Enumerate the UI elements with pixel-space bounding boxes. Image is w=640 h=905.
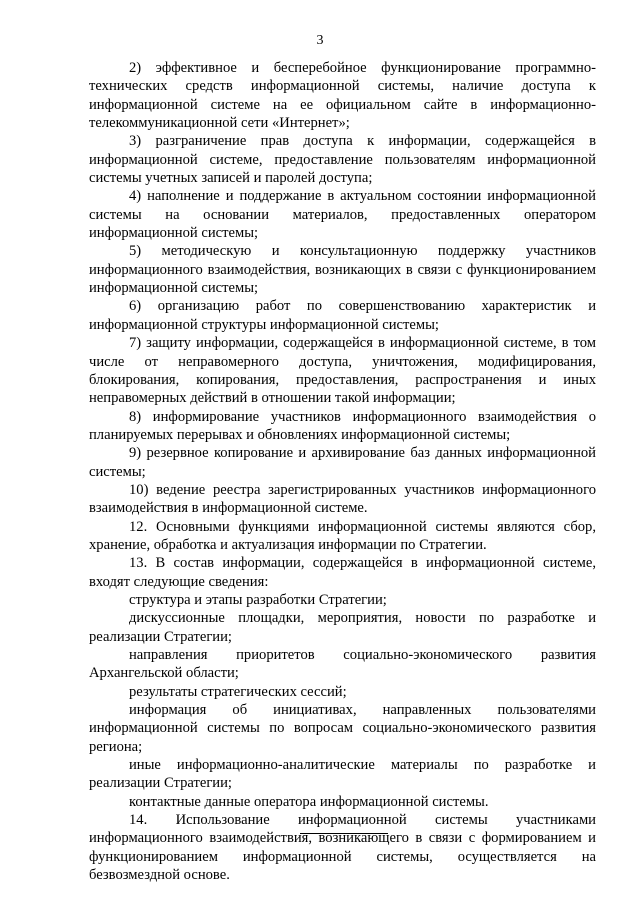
paragraph-item-6: 6) организацию работ по совершенствованию характеристик и информационной структуры информационной системы; [89,298,596,333]
paragraph-clause-13: 13. В состав информации, содержащейся в информационной системе, входят следующие сведения: [89,555,596,590]
paragraph-list-item: направления приоритетов социально-экономического развития Архангельской области; [89,647,596,682]
paragraph-list-item: информация об инициативах, направленных пользователями информационной системы по вопросам социально-экономического развития региона; [89,702,596,755]
page-number: 3 [316,33,324,48]
paragraph-list-item: структура и этапы разработки Стратегии; [129,591,387,608]
paragraph-clause-14: 14. Использование информационной системы участниками информационного взаимодействия, возникающего в связи с формированием и функционированием информационной системы, осуществляется на безвозмездной основе. [89,812,596,884]
paragraph-list-item: результаты стратегических сессий; [129,683,347,700]
paragraph-list-item: дискуссионные площадки, мероприятия, новости по разработке и реализации Стратегии; [89,610,596,645]
paragraph-clause-12: 12. Основными функциями информационной системы являются сбор, хранение, обработка и актуализация информации по Стратегии. [89,518,596,553]
paragraph-item-9: 9) резервное копирование и архивирование баз данных информационной системы; [89,445,596,480]
end-separator-line [300,833,388,834]
paragraph-item-2: 2) эффективное и бесперебойное функционирование программно-технических средств информационной системы, наличие доступа к информационной системе на ее официальном сайте в информационно-телекоммуникационной сети «Интернет»; [89,60,596,132]
document-body [89,59,596,884]
paragraph-item-10: 10) ведение реестра зарегистрированных участников информационного взаимодействия в информационной системе. [89,481,596,517]
paragraph-list-item: контактные данные оператора информационной системы. [129,793,489,810]
paragraph-list-item: иные информационно-аналитические материалы по разработке и реализации Стратегии; [89,757,596,792]
paragraph-item-7: 7) защиту информации, содержащейся в информационной системе, в том числе от неправомерного доступа, уничтожения, модифицирования, блокирования, копирования, предоставления, распространения и иных неправомерных действий в отношении такой информации; [89,335,596,407]
paragraph-item-5: 5) методическую и консультационную поддержку участников информационного взаимодействия, возникающих в связи с функционированием информационной системы; [89,243,596,297]
paragraph-item-3: 3) разграничение прав доступа к информации, содержащейся в информационной системе, предоставление пользователям информационной системы учетных записей и паролей доступа; [89,133,596,187]
paragraph-item-4: 4) наполнение и поддержание в актуальном состоянии информационной системы на основании материалов, предоставленных оператором информационной системы; [89,188,596,242]
paragraph-item-8: 8) информирование участников информационного взаимодействия о планируемых перерывах и обновлениях информационной системы; [89,408,596,443]
